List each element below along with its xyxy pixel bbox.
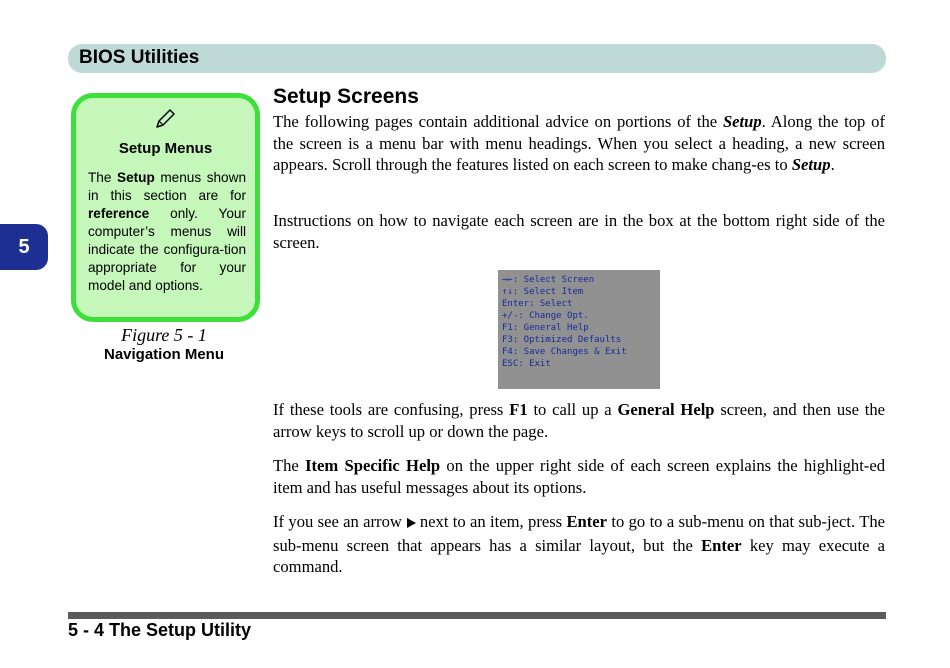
paragraph-item-help: The Item Specific Help on the upper right side of each screen explains the highlight-ed item and has useful messages about its options. <box>273 456 885 497</box>
paragraph-intro: The following pages contain additional advice on portions of the Setup. Along the top of the screen is a menu bar with menu headings. When you select a heading, a new screen appears. Scroll through the features listed on each screen to make chang-es to Setup. <box>273 112 885 174</box>
sidebox-body: The Setup menus shown in this section are for reference only. Your computer’s menus will indicate the configura-tion appropriate for your model and options. <box>88 170 246 293</box>
right-arrow-icon <box>406 513 417 535</box>
nav-line: ESC: Exit <box>502 359 551 369</box>
nav-line: ↑↓: Select Item <box>502 287 584 297</box>
sidebox-title: Setup Menus <box>118 140 213 157</box>
nav-line: F1: General Help <box>502 323 589 333</box>
nav-line: Enter: Select <box>502 299 573 309</box>
section-heading: Setup Screens <box>273 85 419 108</box>
paragraph-instructions: Instructions on how to navigate each screen are in the box at the bottom right side of the screen. <box>273 211 885 252</box>
chapter-tab: 5 <box>0 224 48 270</box>
pencil-icon <box>154 108 176 135</box>
footer-rule <box>68 612 886 619</box>
note-sidebox <box>71 93 260 322</box>
paragraph-submenu: If you see an arrow next to an item, press Enter to go to a sub-menu on that sub-ject. The sub-menu screen that appears has a similar layout, but the Enter key may execute a command. <box>273 512 886 576</box>
figure-title: Navigation Menu <box>103 346 224 363</box>
navigation-menu-panel <box>498 270 660 389</box>
paragraph-help: If these tools are confusing, press F1 to call up a General Help screen, and then use the arrow keys to scroll up or down the page. <box>273 400 886 441</box>
nav-line: →←: Select Screen <box>502 275 595 285</box>
nav-line: F4: Save Changes & Exit <box>502 347 627 357</box>
footer-page-label: 5 - 4 The Setup Utility <box>68 620 252 640</box>
nav-line: +/-: Change Opt. <box>502 311 589 321</box>
header-bar <box>68 44 886 73</box>
nav-line: F3: Optimized Defaults <box>502 335 622 345</box>
header-title: BIOS Utilities <box>79 47 200 68</box>
figure-caption: Figure 5 - 1 <box>121 325 207 345</box>
